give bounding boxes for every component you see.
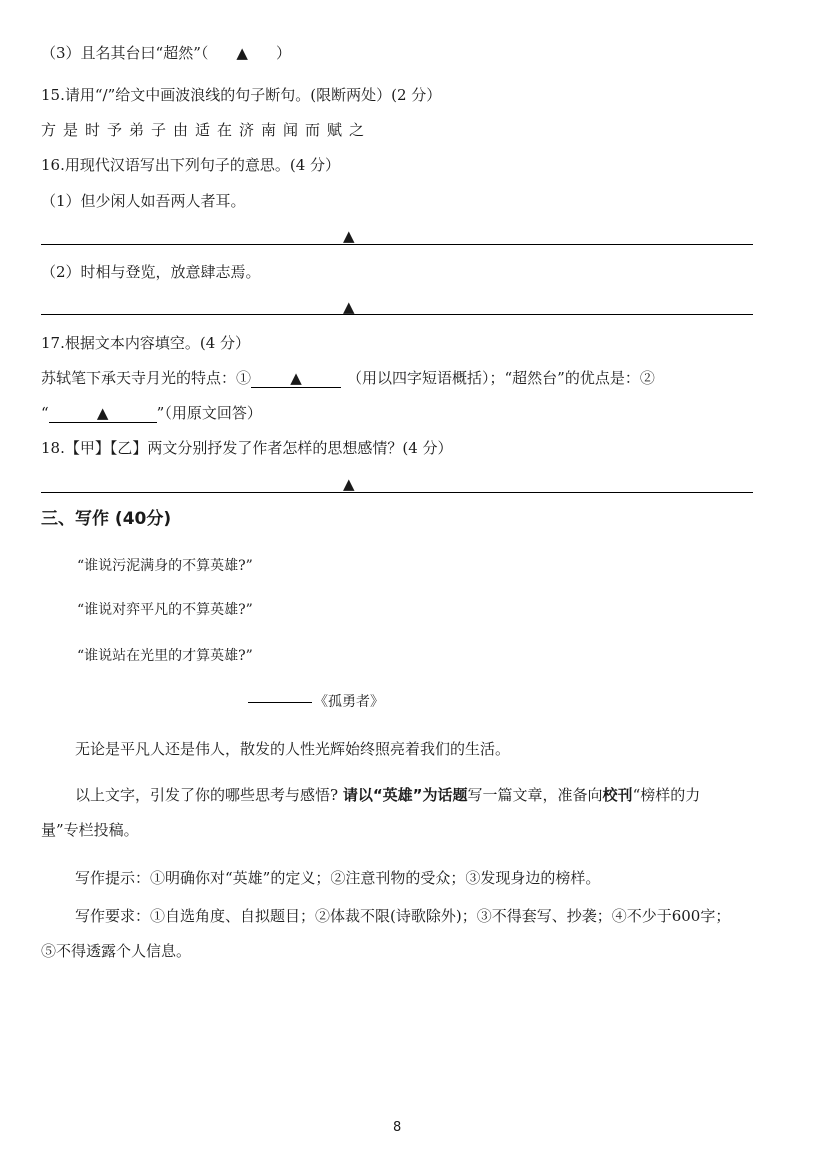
q18-answer-mark: ▲ — [343, 475, 355, 493]
q18-answer-line — [41, 492, 753, 493]
q17-blank2: ▲ — [49, 404, 157, 423]
quote-line-1: “谁说污泥满身的不算英雄?” — [77, 558, 253, 574]
page-number: 8 — [393, 1120, 402, 1135]
quote-line-2: “谁说对弈平凡的不算英雄?” — [77, 602, 253, 618]
q16-answer1-mark: ▲ — [343, 227, 355, 245]
q15-sentence: 方是时予弟子由适在济南闻而赋之 — [41, 121, 372, 139]
q17-line1: 苏轼笔下承天寺月光的特点：① ▲ （用以四字短语概括）；“超然台”的优点是：② — [41, 369, 655, 387]
q16-answer2-line — [41, 314, 753, 315]
writing-tips: 写作提示：①明确你对“英雄”的定义；②注意刊物的受众；③发现身边的榜样。 — [75, 869, 601, 887]
q17-prompt: 17.根据文本内容填空。(4 分） — [41, 334, 251, 352]
q16-item2: （2）时相与登览，放意肆志焉。 — [41, 263, 261, 281]
q15-prompt: 15.请用“/”给文中画波浪线的句子断句。(限断两处）(2 分） — [41, 86, 442, 104]
answer-triangle: ▲ — [236, 44, 248, 62]
q18-prompt: 18.【甲】【乙】两文分别抒发了作者怎样的思想感情？(4 分） — [41, 439, 453, 457]
quote-line-3: “谁说站在光里的才算英雄?” — [77, 648, 253, 664]
q16-item1: （1）但少闲人如吾两人者耳。 — [41, 192, 246, 210]
section-heading-writing: 三、写作 (40分) — [41, 509, 172, 529]
q16-prompt: 16.用现代汉语写出下列句子的意思。(4 分） — [41, 156, 341, 174]
q14-item3: （3）且名其台曰“超然”（ ▲ ） — [41, 44, 291, 62]
writing-requirements-line2: ⑤不得透露个人信息。 — [41, 942, 192, 960]
writing-para2-line1: 以上文字，引发了你的哪些思考与感悟? 请以“英雄”为话题写一篇文章，准备向校刊“榜样的力 — [75, 786, 701, 804]
quote-source: 《孤勇者》 — [248, 692, 384, 712]
writing-requirements-line1: 写作要求：①自选角度、自拟题目；②体裁不限(诗歌除外)；③不得套写、抄袭；④不少于600字； — [75, 907, 731, 925]
q17-line2: “ ▲ ”（用原文回答） — [41, 404, 262, 422]
q16-answer2-mark: ▲ — [343, 298, 355, 316]
writing-para1: 无论是平凡人还是伟人，散发的人性光辉始终照亮着我们的生活。 — [75, 740, 511, 758]
q17-blank1: ▲ — [251, 369, 341, 388]
writing-para2-line2: 量”专栏投稿。 — [41, 821, 139, 839]
q16-answer1-line — [41, 244, 753, 245]
source-dash — [248, 702, 312, 703]
